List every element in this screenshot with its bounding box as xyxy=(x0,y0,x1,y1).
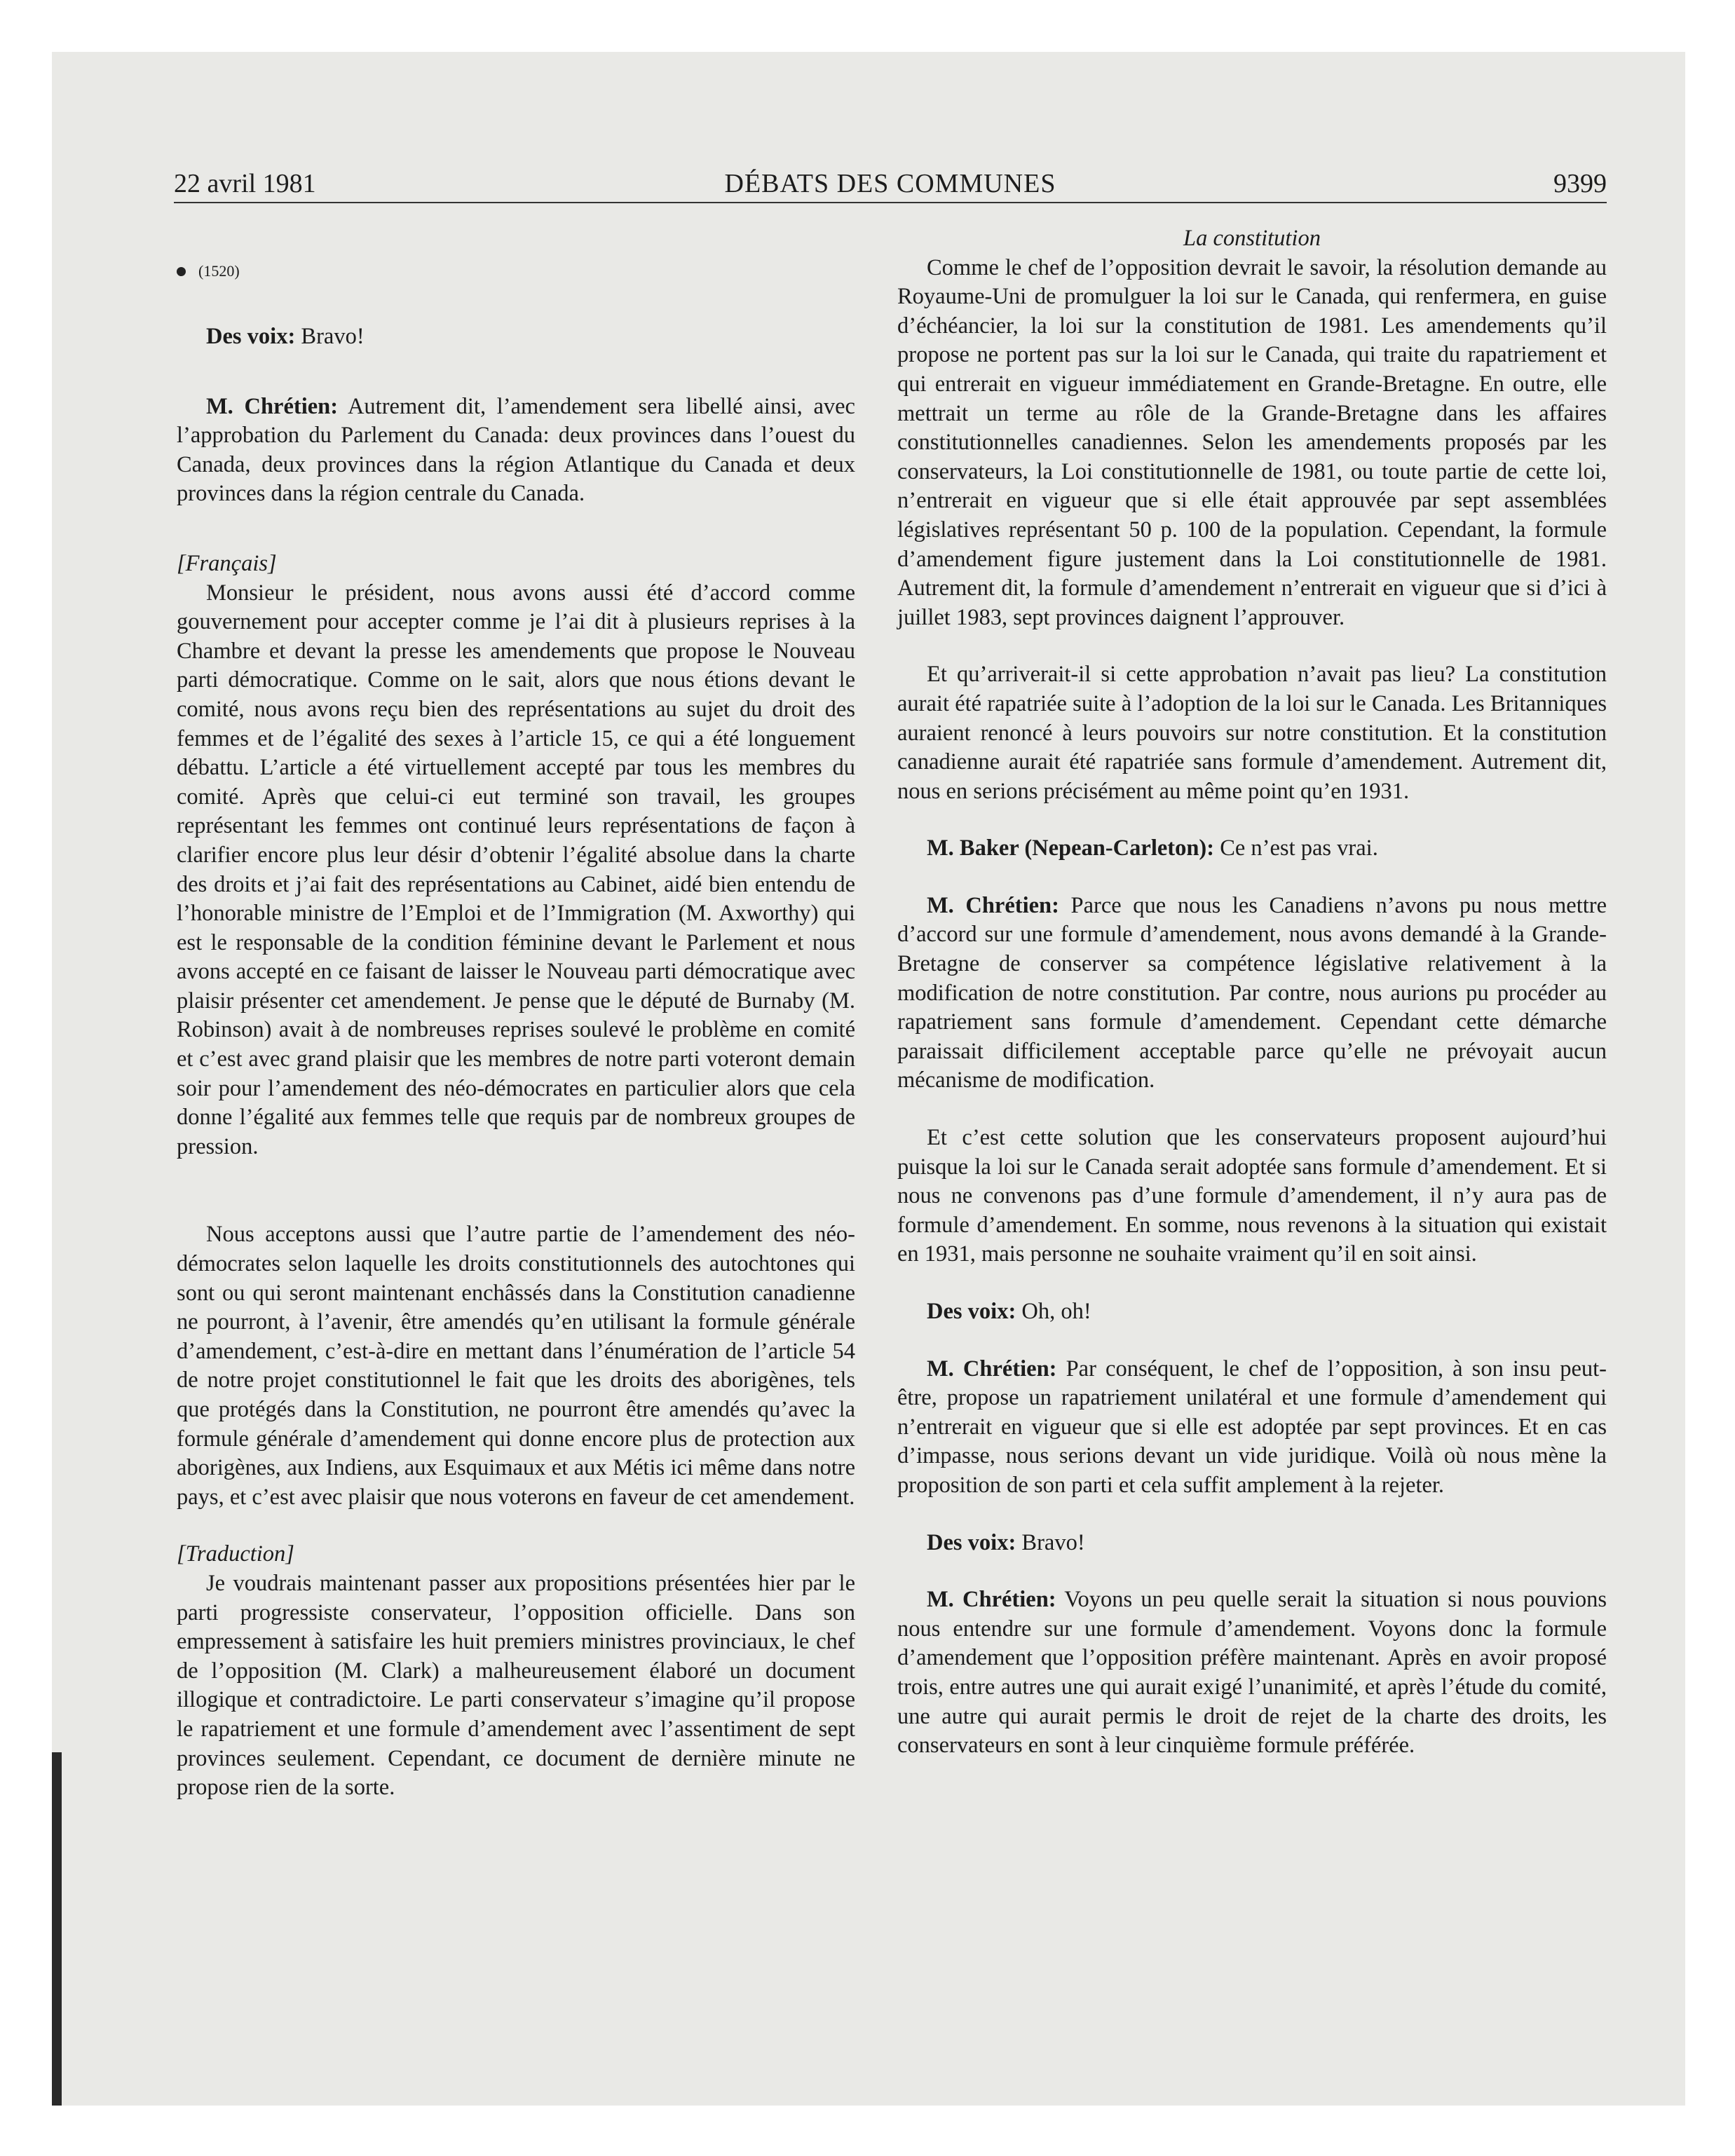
speaker-name: M. Chrétien: xyxy=(927,1356,1057,1381)
header-publication: DÉBATS DES COMMUNES xyxy=(724,169,1056,198)
paragraph xyxy=(897,834,1607,864)
section-title: La constitution xyxy=(1183,226,1321,251)
paragraph xyxy=(897,1355,1607,1501)
paragraph xyxy=(177,393,855,509)
paragraph-text: Autrement dit, l’amendement sera libellé ainsi, avec l’approbation du Parlement du Canada: deux provinces dans l’ouest du Canada, deux provinces dans la région Atlantique du Canada et deux provinces dans la région centrale du Canada. xyxy=(177,393,855,507)
left-column xyxy=(177,224,855,1803)
language-tag: [Traduction] xyxy=(177,1541,294,1567)
paragraph: Je voudrais maintenant passer aux propositions présentées hier par le parti progressiste conservateur, l’opposition officielle. Dans son empressement à satisfaire les huit premiers ministres provinciaux, le chef de l’opposition (M. Clark) a malheureusement élaboré un document illogique et contradictoire. Le parti conservateur s’imagine qu’il propose le rapatriement et une formule d’amendement avec l’assentiment de sept provinces seulement. Cependant, ce document de dernière minute ne propose rien de la sorte. xyxy=(177,1570,855,1801)
paragraph xyxy=(177,322,855,352)
header-date: 22 avril 1981 xyxy=(174,169,316,198)
paragraph-text: Voyons un peu quelle serait la situation si nous pouvions nous entendre sur une formule d’amendement. Voyons donc la formule d’amendement que l’opposition préfère maintenant. Après en avoir proposé trois, entre autres une qui aurait exigé l’unanimité, et après l’étude du comité, une autre qui aurait permis le droit de rejet de la charte des droits, les conservateurs en sont à leur cinquième formule préférée. xyxy=(897,1587,1607,1759)
time-marker xyxy=(177,261,855,282)
paragraph xyxy=(897,1585,1607,1761)
paragraph: Monsieur le président, nous avons aussi été d’accord comme gouvernement pour accepter comme je l’ai dit à plusieurs reprises à la Chambre et devant la presse les amendements que propose le Nouveau parti démocratique. Comme on le sait, alors que nous étions devant le comité, nous avons reçu bien des représentations au sujet du droit des femmes et de l’égalité des sexes à l’article 15, ce qui a été longuement débattu. L’article a été virtuellement accepté par tous les membres du comité. Après que celui-ci eut terminé son travail, les groupes représentant les femmes ont continué leurs représentations de façon à clarifier encore plus leur désir d’obtenir l’égalité absolue dans la charte des droits et j’ai fait des représentations au Cabinet, aidé bien entendu de l’honorable ministre de l’Emploi et de l’Immigration (M. Axworthy) qui est le responsable de la condition féminine devant le Parlement et nous avons accepté en ce faisant de laisser le Nouveau parti démocratique avec plaisir présenter cet amendement. Je pense que le député de Burnaby (M. Robinson) avait à de nombreuses reprises soulevé le problème en comité et c’est avec grand plaisir que les membres de notre parti voteront demain soir pour l’amendement des néo-démocrates en particulier alors que cela donne l’égalité aux femmes telle que requis par de nombreux groupes de pression. xyxy=(177,580,855,1159)
paragraph-text: Bravo! xyxy=(295,324,365,349)
speaker-name: Des voix: xyxy=(927,1299,1016,1324)
speaker-name: M. Chrétien: xyxy=(927,1587,1056,1613)
running-header xyxy=(174,168,1607,203)
paragraph xyxy=(897,1297,1607,1327)
speaker-name: M. Baker (Nepean-Carleton): xyxy=(927,835,1215,861)
speaker-name: M. Chrétien: xyxy=(927,892,1059,918)
scan-edge-shadow xyxy=(52,1752,62,2106)
paragraph: Et c’est cette solution que les conservateurs proposent aujourd’hui puisque la loi sur le Canada serait adoptée sans formule d’amendement. Et si nous ne convenons pas d’une formule d’amendement, il n’y aura pas de formule d’amendement. En somme, nous revenons à la situation qui existait en 1931, mais personne ne souhaite vraiment qu’il en soit ainsi. xyxy=(897,1125,1607,1267)
header-page-number: 9399 xyxy=(1553,169,1607,198)
paragraph-text: Ce n’est pas vrai. xyxy=(1214,835,1378,861)
paragraph-text: Parce que nous les Canadiens n’avons pu nous mettre d’accord sur une formule d’amendement, nous avons demandé à la Grande-Bretagne de conserver sa compétence législative relativement à la modification de notre constitution. Par contre, nous aurions pu procéder au rapatriement sans formule d’amendement. Cependant cette démarche paraissait difficilement acceptable parce qu’elle ne prévoyait aucun mécanisme de modification. xyxy=(897,892,1607,1093)
paragraph-text: Oh, oh! xyxy=(1016,1299,1091,1324)
header-rule xyxy=(174,202,1607,203)
speaker-name: Des voix: xyxy=(206,324,296,349)
paragraph: Nous acceptons aussi que l’autre partie de l’amendement des néo-démocrates selon laquelle les droits constitutionnels des autochtones qui sont ou qui seront maintenant enchâssés dans la Constitution canadienne ne pourront, à l’avenir, être amendés qu’en utilisant la formule générale d’amendement, c’est-à-dire en mettant dans l’énumération de l’article 54 de notre projet constitutionnel le fait que les droits des aborigènes, tels que protégés dans la Constitution, ne pourront être amendés qu’avec la formule générale d’amendement qui donne encore plus de protection aux aborigènes, aux Indiens, aux Esquimaux et aux Métis ici même dans notre pays, et c’est avec plaisir que nous voterons en faveur de cet amendement. xyxy=(177,1222,855,1510)
time-marker-text: (1520) xyxy=(198,262,240,280)
paragraph: Et qu’arriverait-il si cette approbation n’avait pas lieu? La constitution aurait été rapatriée suite à l’adoption de la loi sur le Canada. Les Britanniques auraient renoncé à leurs pouvoirs sur notre constitution. Et la constitution canadienne aurait été rapatriée sans formule d’amendement. Autrement dit, nous en serions précisément au même point qu’en 1931. xyxy=(897,662,1607,804)
language-tag: [Français] xyxy=(177,550,277,576)
paragraph: Comme le chef de l’opposition devrait le savoir, la résolution demande au Royaume-Uni de promulguer la loi sur le Canada, qui renfermera, en guise d’échéancier, la loi sur la constitution de 1981. Les amendements qu’il propose ne portent pas sur la loi sur le Canada, qui traite du rapatriement et qui entrerait en vigueur immédiatement en Grande-Bretagne. En outre, elle mettrait un terme au rôle de la Grande-Bretagne dans les affaires constitutionnelles canadiennes. Selon les amendements proposés par les conservateurs, la Loi constitutionnelle de 1981, ou toute partie de cette loi, n’entrerait en vigueur que si elle était approuvée par sept assemblées législatives représentant 50 p. 100 de la population. Cependant, la formule d’amendement figure justement dans la Loi constitutionnelle de 1981. Autrement dit, la formule d’amendement n’entrerait en vigueur que si d’ici à juillet 1983, sept provinces daignent l’approuver. xyxy=(897,254,1607,630)
paragraph xyxy=(897,892,1607,1096)
speaker-name: Des voix: xyxy=(927,1529,1016,1555)
right-column xyxy=(897,224,1607,1761)
bullet-icon xyxy=(177,267,186,276)
speaker-name: M. Chrétien: xyxy=(206,393,339,419)
paragraph-text: Bravo! xyxy=(1016,1529,1085,1555)
paragraph-text: Par conséquent, le chef de l’opposition, à son insu peut-être, propose un rapatriement unilatéral et une formule d’amendement qui n’entrerait en vigueur que si elle est adoptée par sept provinces. Et en cas d’impasse, nous serions devant un vide juridique. Voilà où nous mène la proposition de son parti et cela suffit amplement à la rejeter. xyxy=(897,1356,1607,1498)
paragraph xyxy=(897,1529,1607,1558)
